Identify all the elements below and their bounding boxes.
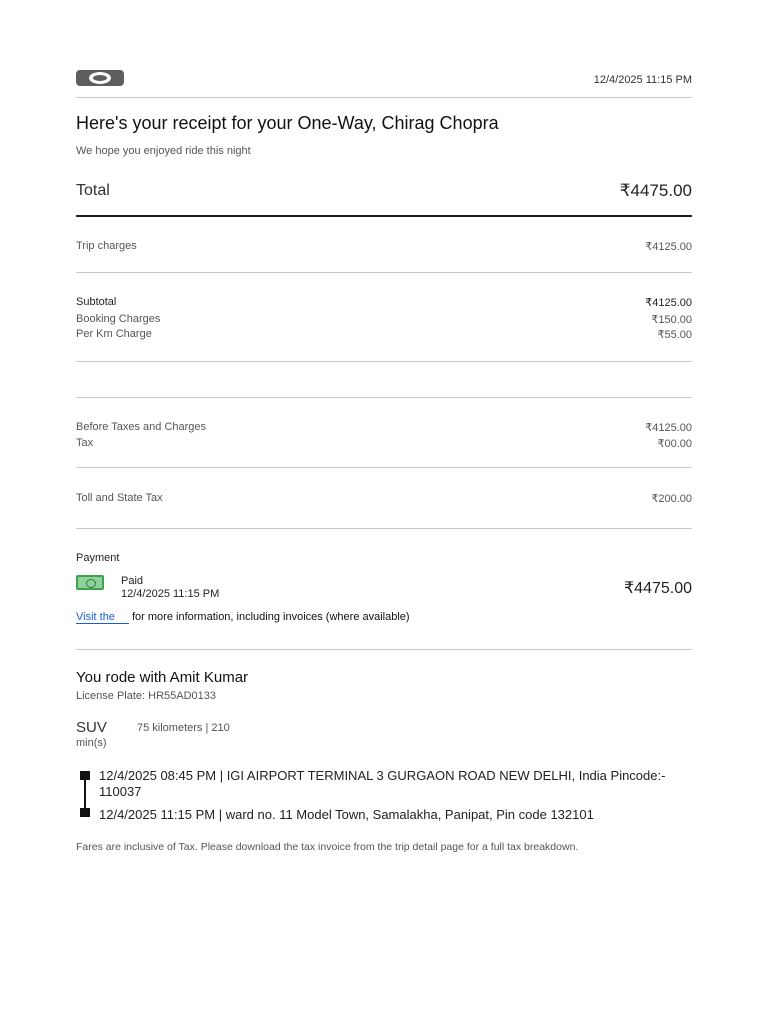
receipt-date: 12/4/2025 11:15 PM — [593, 74, 692, 86]
divider — [76, 649, 692, 650]
route-line — [84, 778, 86, 810]
subtotal-value: ₹4125.00 — [645, 297, 692, 309]
tax-value: ₹00.00 — [657, 438, 692, 450]
payment-date: 12/4/2025 11:15 PM — [121, 588, 220, 600]
page-title: Here's your receipt for your One-Way, Chirag Chopra — [76, 113, 499, 133]
before-taxes-value: ₹4125.00 — [645, 422, 692, 434]
trip-charges-value: ₹4125.00 — [645, 241, 692, 253]
visit-help-link[interactable]: Visit the — [76, 611, 129, 624]
subtotal-label: Subtotal — [76, 296, 117, 308]
payment-status: Paid — [121, 575, 144, 587]
tax-label: Tax — [76, 437, 94, 449]
divider — [76, 361, 692, 362]
booking-charges-label: Booking Charges — [76, 313, 161, 325]
before-taxes-label: Before Taxes and Charges — [76, 421, 207, 433]
trip-distance: 75 kilometers | 210 — [137, 722, 230, 734]
car-brand-logo-icon — [76, 70, 124, 86]
license-plate: License Plate: HR55AD0133 — [76, 690, 217, 702]
vehicle-type: SUV — [76, 719, 107, 736]
toll-value: ₹200.00 — [651, 493, 692, 505]
visit-help-text: for more information, including invoices (where available) — [132, 611, 410, 623]
payment-heading: Payment — [76, 552, 120, 564]
per-km-charge-value: ₹55.00 — [657, 329, 692, 341]
total-label: Total — [76, 182, 110, 199]
page-subtitle: We hope you enjoyed ride this night — [76, 145, 251, 157]
duration-unit: min(s) — [76, 737, 107, 749]
dropoff-marker-icon — [80, 808, 90, 817]
dropoff-address: 12/4/2025 11:15 PM | ward no. 11 Model Town, Samalakha, Panipat, Pin code 132101 — [99, 807, 594, 822]
divider — [76, 467, 692, 468]
booking-charges-value: ₹150.00 — [651, 314, 692, 326]
pickup-address: 12/4/2025 08:45 PM | IGI AIRPORT TERMINAL 3 GURGAON ROAD NEW DELHI, India Pincode:- — [99, 768, 666, 783]
divider — [76, 397, 692, 398]
toll-label: Toll and State Tax — [76, 492, 163, 504]
tax-footnote: Fares are inclusive of Tax. Please download the tax invoice from the trip detail page for a full tax breakdown. — [76, 841, 579, 853]
pickup-address-cont: 110037 — [99, 784, 142, 799]
total-divider — [76, 215, 692, 217]
divider — [76, 528, 692, 529]
total-value: ₹4475.00 — [619, 181, 692, 200]
per-km-charge-label: Per Km Charge — [76, 328, 152, 340]
cash-icon — [76, 575, 104, 590]
payment-amount: ₹4475.00 — [623, 580, 692, 597]
divider — [76, 272, 692, 273]
driver-heading: You rode with Amit Kumar — [76, 669, 249, 686]
trip-charges-label: Trip charges — [76, 240, 137, 252]
divider — [76, 97, 692, 98]
